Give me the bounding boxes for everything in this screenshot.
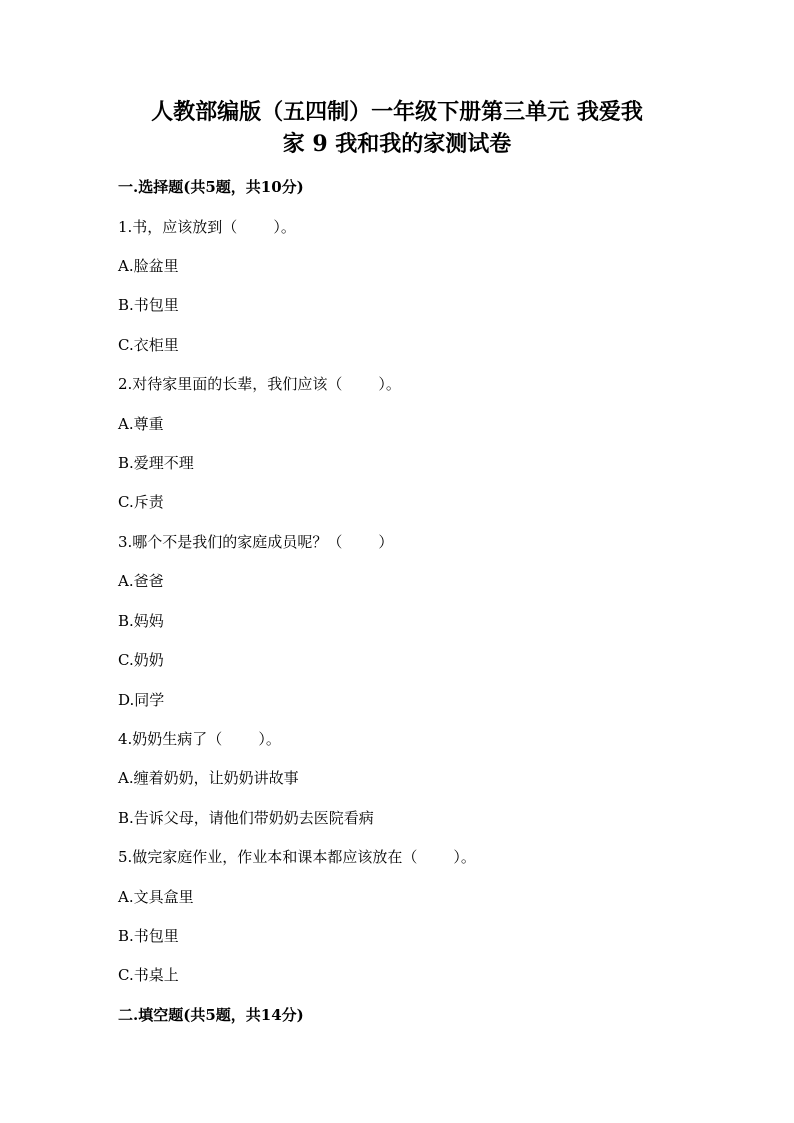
question-3-option-d: D.同学 bbox=[118, 691, 165, 709]
question-5 bbox=[118, 847, 476, 867]
section-heading-fill-in: 二.填空题(共5题，共14分) bbox=[118, 1006, 304, 1024]
question-1-stem-start: 1.书，应该放到（ bbox=[118, 218, 238, 236]
question-1-option-c: C.衣柜里 bbox=[118, 336, 179, 354]
question-2 bbox=[118, 374, 401, 394]
question-4-stem-start: 4.奶奶生病了（ bbox=[118, 730, 223, 748]
page-title-line-2: 家 9 我和我的家测试卷 bbox=[282, 131, 512, 157]
question-2-option-a: A.尊重 bbox=[118, 415, 164, 433]
question-2-option-c: C.斥责 bbox=[118, 493, 164, 511]
question-1-stem-end: ）。 bbox=[273, 218, 296, 236]
question-4-stem-end: ）。 bbox=[258, 730, 281, 748]
question-5-stem-start: 5.做完家庭作业，作业本和课本都应该放在（ bbox=[118, 848, 418, 866]
question-2-option-b: B.爱理不理 bbox=[118, 454, 194, 472]
question-3-stem-start: 3.哪个不是我们的家庭成员呢？（ bbox=[118, 533, 343, 551]
question-5-option-c: C.书桌上 bbox=[118, 966, 179, 984]
question-3-stem-end: ） bbox=[378, 533, 394, 551]
question-4-option-b: B.告诉父母，请他们带奶奶去医院看病 bbox=[118, 809, 374, 827]
question-5-option-b: B.书包里 bbox=[118, 927, 179, 945]
question-3-option-a: A.爸爸 bbox=[118, 572, 164, 590]
question-4 bbox=[118, 729, 281, 749]
question-1-option-b: B.书包里 bbox=[118, 296, 179, 314]
page-title-line-1: 人教部编版（五四制）一年级下册第三单元 我爱我 bbox=[151, 99, 643, 125]
question-5-option-a: A.文具盒里 bbox=[118, 888, 194, 906]
question-1 bbox=[118, 217, 296, 237]
question-4-option-a: A.缠着奶奶，让奶奶讲故事 bbox=[118, 769, 299, 787]
question-3 bbox=[118, 532, 393, 552]
section-heading-choice: 一.选择题(共5题，共10分) bbox=[118, 178, 304, 196]
question-5-stem-end: ）。 bbox=[453, 848, 476, 866]
question-2-stem-end: ）。 bbox=[378, 375, 401, 393]
question-3-option-c: C.奶奶 bbox=[118, 651, 164, 669]
question-3-option-b: B.妈妈 bbox=[118, 612, 164, 630]
question-2-stem-start: 2.对待家里面的长辈，我们应该（ bbox=[118, 375, 343, 393]
question-1-option-a: A.脸盆里 bbox=[118, 257, 179, 275]
